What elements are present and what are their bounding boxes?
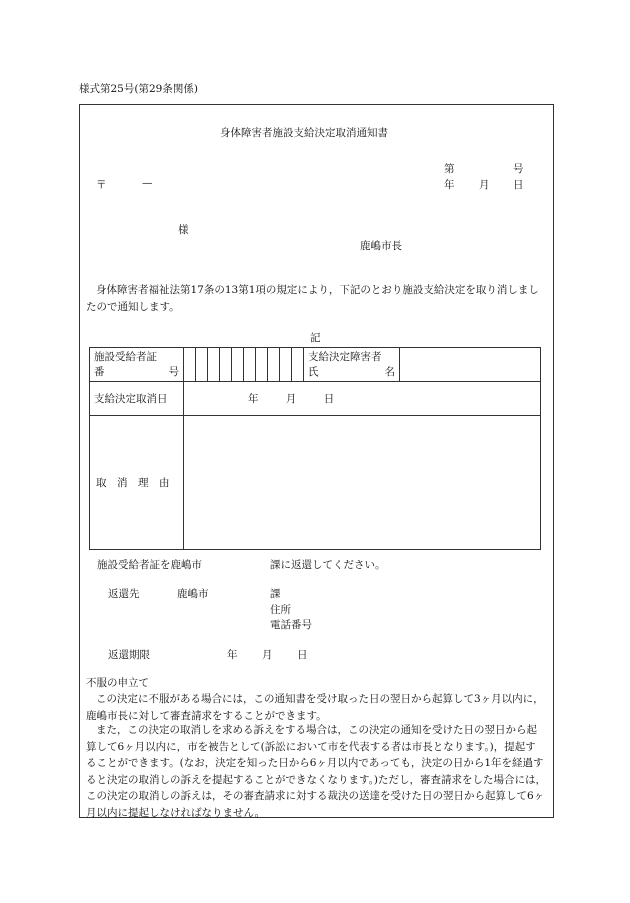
return-deadline-gatsu: 月 (262, 649, 273, 661)
ki-label: 記 (310, 332, 321, 344)
cert-digit-box[interactable] (292, 348, 304, 382)
postal-dash: — (142, 177, 153, 189)
cancel-date-gatsu: 月 (285, 393, 297, 405)
return-deadline-nen: 年 (227, 649, 238, 661)
date-nen: 年 (444, 179, 455, 191)
return-to-label: 返還先 (108, 588, 140, 600)
recipient-label-line2: 氏 名 (308, 365, 395, 378)
cert-digit-box[interactable] (232, 348, 244, 382)
appeal-paragraph-1: この決定に不服がある場合には，この通知書を受け取った日の翌日から起算して3ヶ月以内に，鹿嶋市長に対して審査請求をすることができます。 (86, 693, 544, 722)
cancellation-table (89, 347, 541, 550)
cert-digit-box[interactable] (244, 348, 256, 382)
return-to-phone-label: 電話番号 (270, 619, 312, 631)
postal-mark: 〒 (96, 179, 107, 191)
cancel-date-nen: 年 (248, 393, 259, 405)
document-title: 身体障害者施設支給決定取消通知書 (220, 127, 388, 139)
table-row-cancel-date (90, 382, 541, 416)
addressee-honorific: 様 (178, 224, 189, 236)
date-nichi: 日 (513, 179, 524, 191)
cert-digit-box[interactable] (256, 348, 268, 382)
cert-digit-box[interactable] (196, 348, 208, 382)
doc-number-go: 号 (513, 163, 524, 175)
cert-digit-box[interactable] (220, 348, 232, 382)
form-number: 様式第25号(第29条関係) (79, 83, 198, 95)
cert-number-label-cell (90, 348, 184, 382)
return-to-address-label: 住所 (270, 604, 291, 616)
cancel-date-nichi: 日 (323, 393, 335, 405)
recipient-label-line1: 支給決定障害者 (308, 350, 382, 363)
return-instruction-part1: 施設受給者証を鹿嶋市 (97, 559, 202, 571)
return-to-city: 鹿嶋市 (177, 588, 209, 600)
return-deadline-label: 返還期限 (108, 649, 150, 661)
body-text: 身体障害者福祉法第17条の13第1項の規定により，下記のとおり施設支給決定を取り消しましたので通知します。 (86, 284, 539, 313)
cert-digit-box[interactable] (184, 348, 196, 382)
recipient-name-field[interactable] (400, 348, 541, 382)
cert-digit-box[interactable] (208, 348, 220, 382)
cancel-date-field[interactable] (184, 382, 541, 416)
cert-number-label-line1: 施設受給者証 (94, 350, 157, 363)
cert-digit-box[interactable] (268, 348, 280, 382)
recipient-label-cell (304, 348, 400, 382)
reason-field[interactable] (184, 416, 541, 550)
table-row-cert (90, 348, 541, 382)
appeal-paragraph-2: また，この決定の取消しを求める訴えをする場合は，この決定の通知を受けた日の翌日から起算して6ヶ月以内に，市を被告として(訴訟において市を代表する者は市長となります。)，提起することができます。(なお，決定を知った日から6ヶ月以内であっても，決定の日から1年を経過すると決定の取消しの訴えを提起することができなくなります。)ただし，審査請求をした場合には，この決定の取消しの訴えは，その審査請求に対する裁決の送達を受けた日の翌日から起算して6ヶ月以内に提起しなければなりません。 (86, 724, 547, 819)
reason-label: 取 消 理 由 (90, 416, 184, 550)
cert-number-label-line2: 番 号 (94, 365, 179, 378)
table-row-reason (90, 416, 541, 550)
cancel-date-label: 支給決定取消日 (90, 382, 184, 416)
return-deadline-nichi: 日 (297, 649, 308, 661)
date-gatsu: 月 (479, 179, 490, 191)
appeal-heading: 不服の申立て (86, 677, 149, 689)
return-instruction-part2: 課に返還してください。 (270, 559, 386, 571)
doc-number-dai: 第 (444, 163, 455, 175)
return-to-ka: 課 (270, 588, 281, 600)
cert-digit-box[interactable] (280, 348, 292, 382)
sender-title: 鹿嶋市長 (360, 240, 402, 252)
